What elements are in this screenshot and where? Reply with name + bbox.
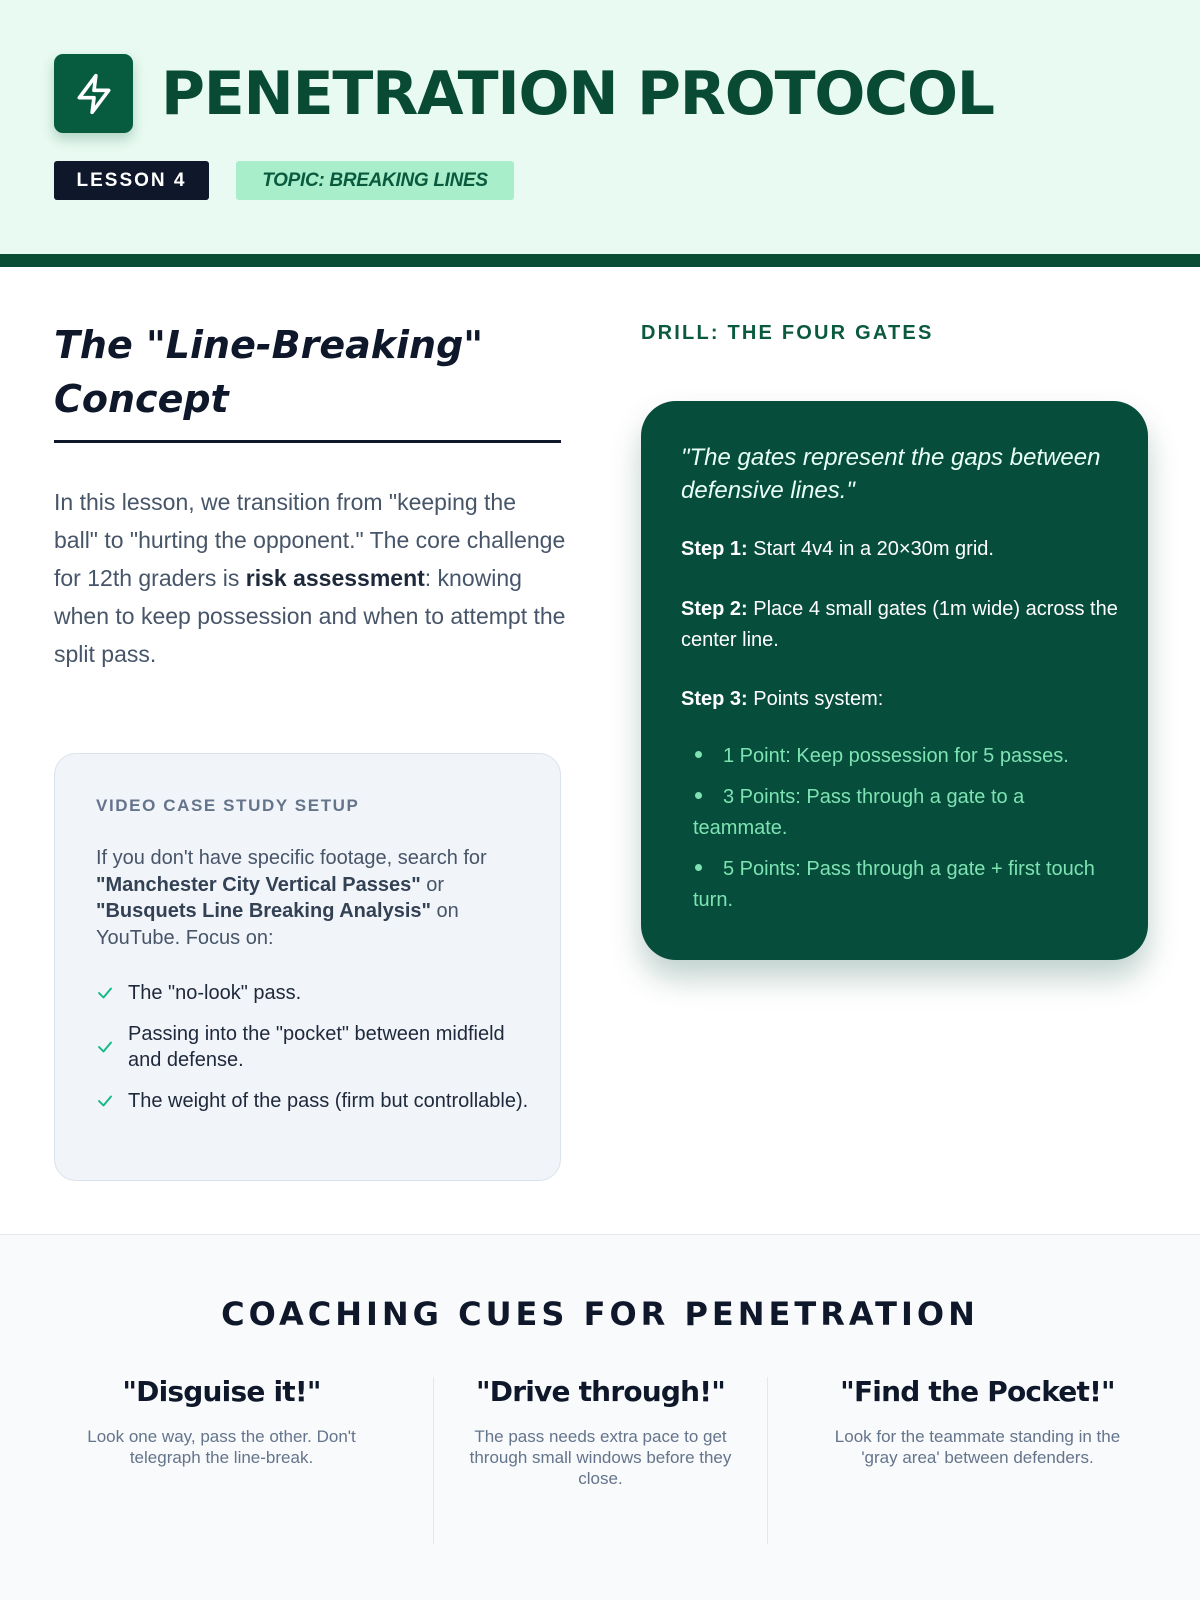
drill-label: DRILL: THE FOUR GATES (641, 322, 934, 344)
points-item (693, 741, 1113, 772)
focus-list (96, 980, 536, 1128)
focus-item (96, 1088, 536, 1115)
focus-item-text: The weight of the pass (firm but controllable). (128, 1089, 529, 1112)
cue-heading: "Find the Pocket!" (840, 1375, 1115, 1408)
drill-step (681, 534, 1121, 565)
drill-step (681, 684, 1121, 715)
bullet-icon (695, 864, 702, 871)
cue-card (434, 1375, 767, 1489)
drill-step (681, 594, 1121, 656)
points-item-text: 5 Points: Pass through a gate + first touch turn. (693, 858, 1095, 911)
points-list (693, 741, 1113, 926)
points-item-text: 1 Point: Keep possession for 5 passes. (723, 745, 1069, 767)
check-icon (96, 1038, 114, 1056)
cue-heading: "Disguise it!" (122, 1375, 321, 1408)
cue-text: Look for the teammate standing in the 'gray area' between defenders. (834, 1427, 1121, 1467)
cue-text: The pass needs extra pace to get through small windows before they close. (469, 1427, 732, 1488)
step-label: Step 2: (681, 598, 748, 620)
cue-card (811, 1375, 1144, 1468)
video-case-study-text (96, 845, 516, 951)
intro-text-1: In this lesson, we transition from "keeping the ball" to "hurting the opponent." The core challenge for 12th graders is (54, 489, 566, 591)
check-icon (96, 984, 114, 1002)
video-text-3: on YouTube. Focus on: (96, 900, 459, 949)
cue-text: Look one way, pass the other. Don't telegraph the line-break. (87, 1427, 356, 1467)
step-text: Start 4v4 in a 20×30m grid. (747, 538, 994, 560)
intro-emphasis: risk assessment (245, 565, 425, 591)
intro-paragraph (54, 483, 566, 673)
logo-tile (54, 54, 133, 133)
bullet-icon (695, 792, 702, 799)
concept-title-underline (54, 440, 561, 443)
step-text: Place 4 small gates (1m wide) across the center line. (681, 598, 1118, 651)
points-item (693, 854, 1113, 916)
search-term-1: "Manchester City Vertical Passes" (96, 873, 421, 896)
cue-heading: "Drive through!" (475, 1375, 726, 1408)
video-case-study-box (54, 753, 561, 1181)
check-icon (96, 1092, 114, 1110)
cue-card (55, 1375, 388, 1468)
points-item (693, 782, 1113, 844)
coaching-cues-title: COACHING CUES FOR PENETRATION (221, 1295, 979, 1333)
intro-text-2: : knowing when to keep possession and when to attempt the split pass. (54, 565, 566, 667)
topic-badge: TOPIC: BREAKING LINES (236, 161, 514, 200)
step-text: Points system: (747, 688, 884, 710)
coaching-cues-section (0, 1234, 1200, 1600)
drill-quote: "The gates represent the gaps between defensive lines." (681, 444, 1101, 504)
lesson-header (0, 0, 1200, 254)
focus-item (96, 980, 536, 1007)
video-text-2: or (420, 873, 445, 896)
step-label: Step 3: (681, 688, 748, 710)
focus-item (96, 1021, 536, 1074)
focus-item-text: Passing into the "pocket" between midfield and defense. (128, 1022, 505, 1071)
points-item-text: 3 Points: Pass through a gate to a teammate. (693, 786, 1025, 839)
lesson-badge: LESSON 4 (54, 161, 209, 200)
lightning-bolt-icon (72, 72, 116, 116)
drill-card (641, 401, 1148, 960)
focus-item-text: The "no-look" pass. (128, 982, 302, 1004)
cue-divider (767, 1377, 768, 1544)
step-label: Step 1: (681, 538, 748, 560)
search-term-2: "Busquets Line Breaking Analysis" (96, 900, 431, 922)
page-title: PENETRATION PROTOCOL (161, 59, 994, 129)
header-divider (0, 254, 1200, 267)
concept-title: The "Line-Breaking" Concept (54, 323, 484, 421)
video-case-study-label: VIDEO CASE STUDY SETUP (96, 796, 360, 815)
video-text-1: If you don't have specific footage, search for (96, 847, 487, 869)
bullet-icon (695, 751, 702, 758)
